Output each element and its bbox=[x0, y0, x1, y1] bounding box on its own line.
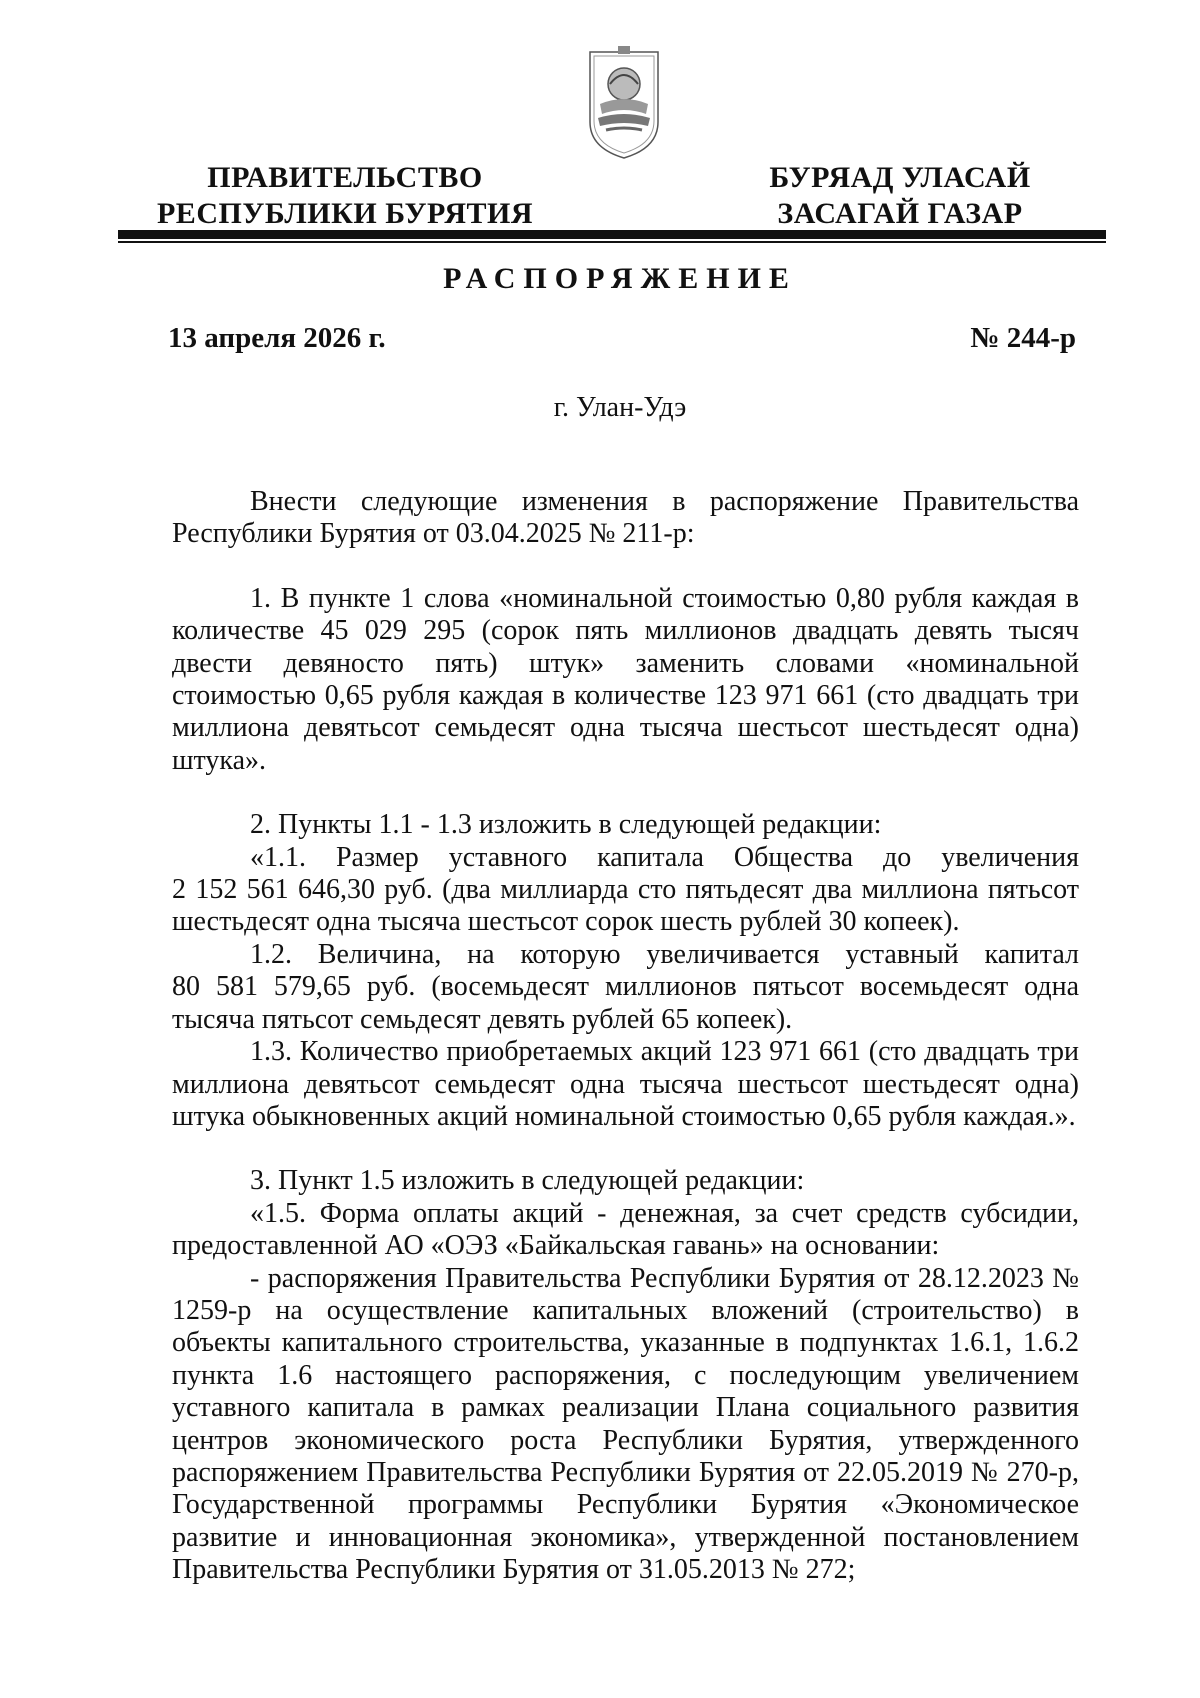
item-1-5-bullet: - распоряжения Правительства Республики Бурятия от 28.12.2023 № 1259-р на осуществление капитальных вложений (строительство) в объекты капитального строительства, указанные в подпунктах 1.6.1, 1.6.2 пункта 1.6 настоящего распоряжения, с последующим увеличением уставного капитала в рамках реализации Плана социального развития центров экономического роста Республики Бурятия, утвержденного распоряжением Правительства Республики Бурятия от 22.05.2019 № 270-р, Государственной программы Республики Бурятия «Экономическое развитие и инновационная экономика», утвержденной постановлением Правительства Республики Бурятия от 31.05.2013 № 272; bbox=[172, 1262, 1079, 1586]
item-1-2-heading: 1.2. Величина, на которую увеличивается уставный капитал bbox=[250, 938, 1079, 970]
intro-paragraph: Внести следующие изменения в распоряжение Правительства Республики Бурятия от 03.04.2025 № 211-р: bbox=[172, 486, 1079, 550]
government-name-line2: РЕСПУБЛИКИ БУРЯТИЯ bbox=[156, 197, 534, 230]
document-date: 13 апреля 2026 г. bbox=[168, 322, 386, 354]
header-divider-thin bbox=[118, 241, 1106, 243]
document-body bbox=[172, 486, 1079, 1587]
document-city: г. Улан-Удэ bbox=[553, 392, 687, 423]
government-name-line1: ПРАВИТЕЛЬСТВО bbox=[207, 161, 483, 194]
header-divider-thick bbox=[118, 230, 1106, 239]
government-name-bua-line1: БУРЯАД УЛАСАЙ bbox=[769, 161, 1031, 194]
coat-of-arms-emblem bbox=[586, 44, 662, 162]
item-1-paragraph: 1. В пункте 1 слова «номинальной стоимостью 0,80 рубля каждая в количестве 45 029 295 (сорок пять миллионов двадцать девять тысяч двести девяносто пять) штук» заменить словами «номинальной стоимостью 0,65 рубля каждая в количестве 123 971 661 (сто двадцать три миллиона девятьсот семьдесят одна тысяча шестьсот шестьдесят одна) штука». bbox=[172, 582, 1079, 776]
item-1-3-paragraph: 1.3. Количество приобретаемых акций 123 971 661 (сто двадцать три миллиона девятьсот семьдесят одна тысяча шестьсот шестьдесят одна) штука обыкновенных акций номинальной стоимостью 0,65 рубля каждая.». bbox=[172, 1036, 1079, 1132]
item-2-paragraph: 2. Пункты 1.1 - 1.3 изложить в следующей редакции: bbox=[250, 809, 882, 841]
document-number: № 244-р bbox=[970, 322, 1076, 354]
government-name-bua-line2: ЗАСАГАЙ ГАЗАР bbox=[777, 197, 1023, 230]
government-name-ru bbox=[150, 160, 540, 232]
item-3-paragraph: 3. Пункт 1.5 изложить в следующей редакции: bbox=[250, 1165, 805, 1197]
government-name-bua bbox=[740, 160, 1060, 232]
item-1-1-heading: «1.1. Размер уставного капитала Общества до увеличения bbox=[250, 841, 1079, 873]
document-title: РАСПОРЯЖЕНИЕ bbox=[443, 262, 797, 295]
item-1-2-text: 80 581 579,65 руб. (восемьдесят миллионов пятьсот восемьдесят одна тысяча пятьсот семьдесят девять рублей 65 копеек). bbox=[172, 971, 1079, 1035]
item-1-5-paragraph: «1.5. Форма оплаты акций - денежная, за счет средств субсидии, предоставленной АО «ОЭЗ «Байкальская гавань» на основании: bbox=[172, 1197, 1079, 1262]
item-1-1-text: 2 152 561 646,30 руб. (два миллиарда сто пятьдесят два миллиона пятьсот шестьдесят одна тысяча шестьсот сорок шесть рублей 30 копеек). bbox=[172, 874, 1079, 938]
